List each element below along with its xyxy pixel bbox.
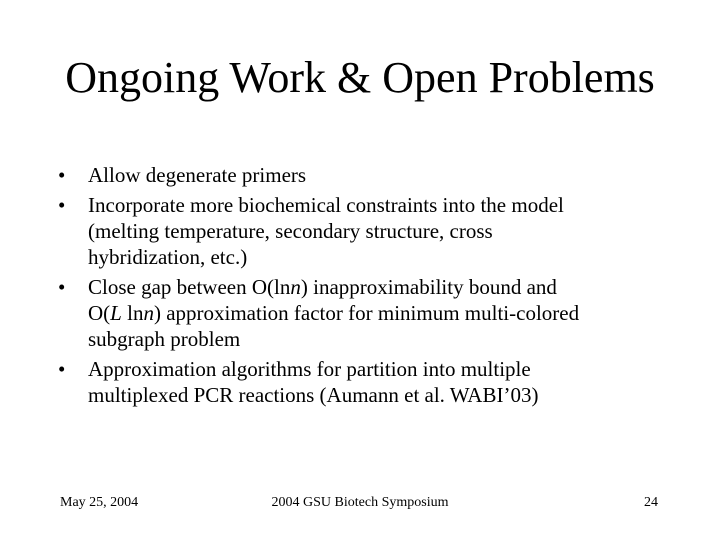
- bullet-line: [88, 326, 678, 352]
- bullet-icon: •: [58, 357, 66, 381]
- footer-event: 2004 GSU Biotech Symposium: [271, 495, 449, 510]
- bullet-icon: •: [58, 163, 66, 187]
- text-run: n: [290, 275, 301, 299]
- text-run: hybridization, etc.): [88, 245, 248, 269]
- bullet-line: [88, 162, 678, 188]
- bullet-icon: •: [58, 275, 66, 299]
- text-run: subgraph problem: [88, 327, 241, 351]
- bullet-item: [58, 162, 678, 188]
- bullet-line: [88, 274, 678, 300]
- text-run: multiplexed PCR reactions (Aumann et al. WABI’03): [88, 383, 539, 407]
- bullet-line: [88, 382, 678, 408]
- text-run: (melting temperature, secondary structure, cross: [88, 219, 493, 243]
- text-run: ) inapproximability bound and: [300, 275, 557, 299]
- text-run: Allow degenerate primers: [88, 163, 307, 187]
- bullet-line: [88, 218, 678, 244]
- text-run: O(: [88, 301, 111, 325]
- text-run: Close gap between O(ln: [88, 275, 291, 299]
- bullet-line: [88, 300, 678, 326]
- footer-date: May 25, 2004: [60, 495, 139, 510]
- bullet-line: [88, 244, 678, 270]
- footer-page-number: 24: [644, 495, 658, 510]
- text-run: L: [110, 301, 122, 325]
- text-run: n: [143, 301, 154, 325]
- text-run: ) approximation factor for minimum multi-colored: [153, 301, 580, 325]
- text-run: ln: [121, 301, 144, 325]
- bullet-item: [58, 274, 678, 352]
- text-run: Incorporate more biochemical constraints into the model: [88, 193, 564, 217]
- bullet-line: [88, 192, 678, 218]
- bullet-item: [58, 356, 678, 408]
- slide-title: Ongoing Work & Open Problems: [65, 53, 655, 102]
- text-run: Approximation algorithms for partition into multiple: [88, 357, 531, 381]
- bullet-icon: •: [58, 193, 66, 217]
- bullet-line: [88, 356, 678, 382]
- bullet-item: [58, 192, 678, 270]
- bullet-list: [58, 162, 678, 412]
